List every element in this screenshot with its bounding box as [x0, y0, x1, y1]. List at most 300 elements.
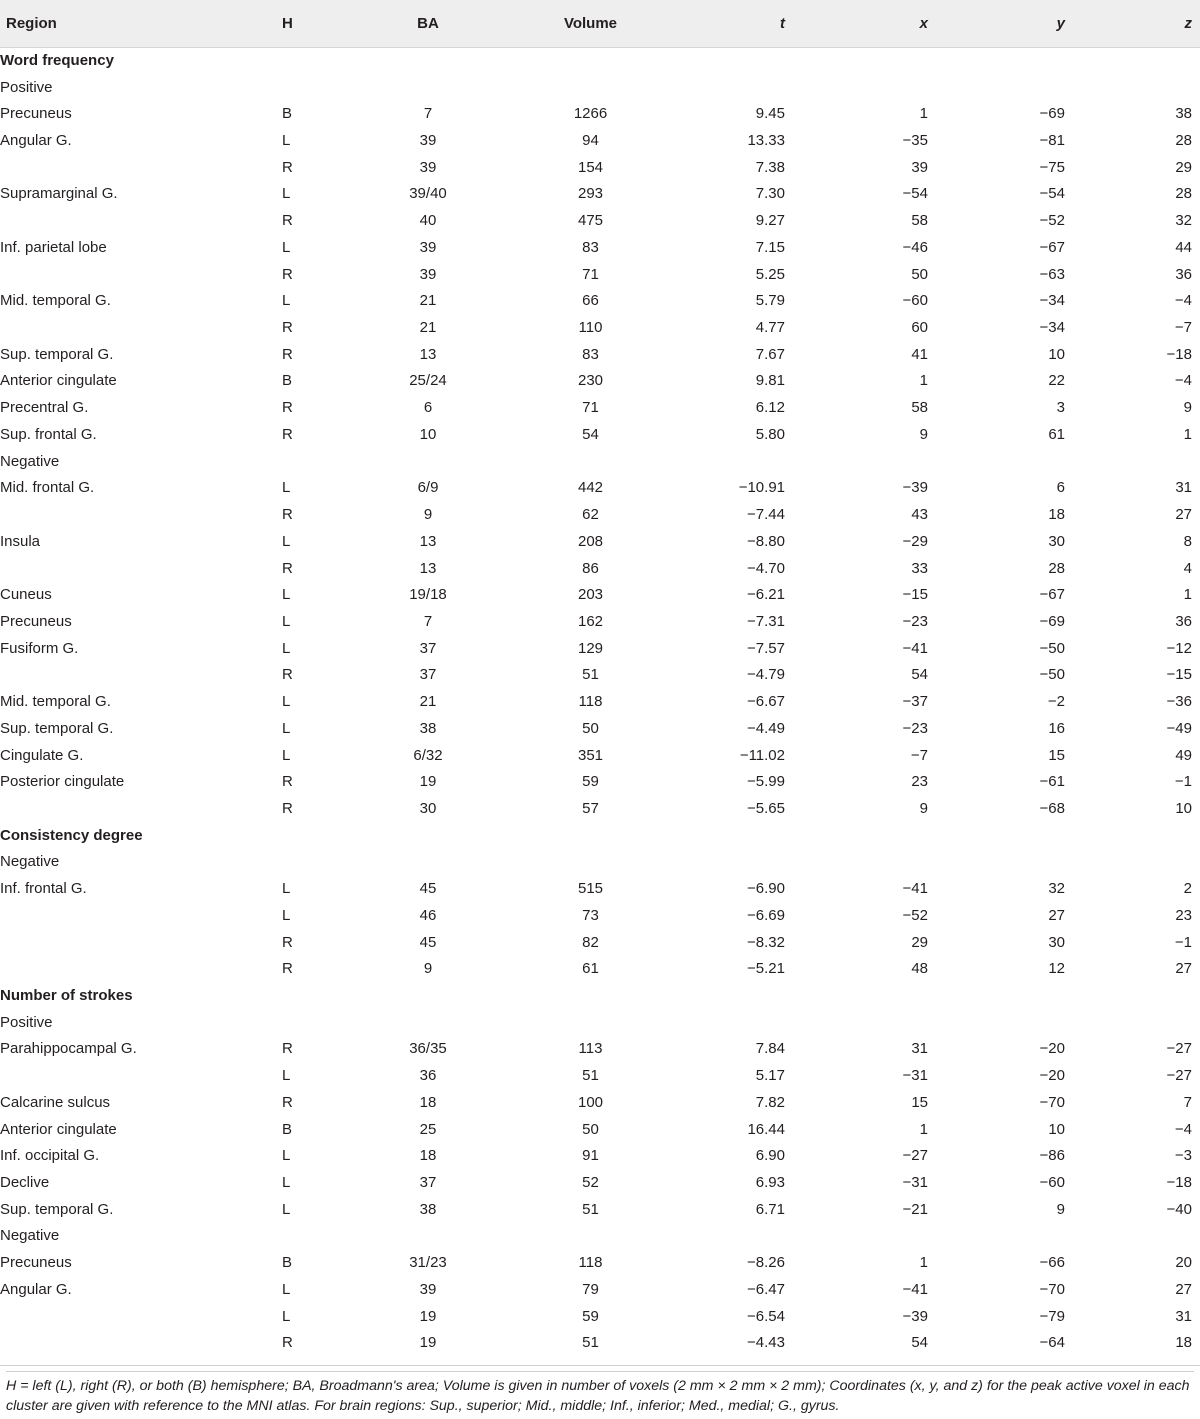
cell-ba: 21 [419, 693, 437, 711]
cell-volume: 66 [582, 292, 599, 310]
cell-x: 60 [911, 319, 928, 337]
cell-y: 32 [1048, 880, 1065, 898]
cell-h: L [282, 612, 291, 630]
cell-x: −23 [902, 612, 928, 630]
cell-x: 58 [911, 212, 928, 230]
cell-z: 9 [1183, 399, 1192, 417]
table-row [0, 501, 1200, 528]
cell-x: 58 [911, 399, 928, 417]
cell-t: −7.31 [747, 612, 785, 630]
cell-y: −34 [1039, 292, 1065, 310]
cell-z: 32 [1175, 212, 1192, 230]
cell-region [0, 902, 282, 929]
cell-t: 6.71 [755, 1200, 785, 1218]
cell-region [0, 1303, 282, 1330]
cell-volume: 86 [582, 559, 599, 577]
cell-t: −4.70 [747, 559, 785, 577]
cell-y: −79 [1039, 1307, 1065, 1325]
cell-region: Mid. frontal G. [0, 479, 95, 497]
cell-volume: 79 [582, 1280, 599, 1298]
cell-ba: 36/35 [409, 1040, 447, 1058]
cell-h: L [282, 238, 291, 256]
cell-y: −68 [1039, 799, 1065, 817]
cell-h: L [282, 586, 291, 604]
cell-y: 12 [1048, 960, 1065, 978]
cell-y: −60 [1039, 1174, 1065, 1192]
cell-ba: 25/24 [409, 372, 447, 390]
cell-ba: 25 [419, 1120, 437, 1138]
cell-volume: 475 [577, 212, 604, 230]
table-row [0, 555, 1200, 582]
cell-ba: 45 [419, 880, 437, 898]
cell-h: B [282, 1120, 293, 1138]
table-row [0, 287, 1200, 314]
cell-h: B [282, 1254, 293, 1272]
table-row [0, 742, 1200, 769]
cell-z: 18 [1175, 1334, 1192, 1352]
table-row [0, 608, 1200, 635]
cell-h: L [282, 639, 291, 657]
table-header [0, 0, 1200, 47]
section-row [0, 822, 1200, 849]
cell-t: −6.21 [747, 586, 785, 604]
table-row [0, 368, 1200, 395]
cell-x: −41 [902, 880, 928, 898]
cell-z: 49 [1175, 746, 1192, 764]
cell-region [0, 154, 282, 181]
cell-z: −27 [1166, 1040, 1192, 1058]
cell-x: 1 [919, 1254, 928, 1272]
cell-h: R [282, 425, 293, 443]
cell-region: Inf. frontal G. [0, 880, 87, 898]
cell-region: Sup. frontal G. [0, 425, 97, 443]
cell-t: −6.67 [747, 693, 785, 711]
cell-h: R [282, 265, 293, 283]
subsection-label: Positive [0, 78, 53, 96]
cell-t: 9.81 [755, 372, 785, 390]
cell-region: Precentral G. [0, 399, 89, 417]
cell-volume: 162 [577, 612, 604, 630]
cell-t: −8.26 [747, 1254, 785, 1272]
table-row [0, 528, 1200, 555]
cell-region: Sup. temporal G. [0, 719, 114, 737]
cell-z: 20 [1175, 1254, 1192, 1272]
header-y: y [928, 0, 1065, 47]
section-title: Number of strokes [0, 987, 133, 1005]
subsection-row [0, 1009, 1200, 1036]
cell-region: Sup. temporal G. [0, 345, 114, 363]
subsection-row [0, 1223, 1200, 1250]
cell-volume: 50 [582, 1120, 599, 1138]
cell-volume: 100 [577, 1093, 604, 1111]
cell-h: L [282, 1067, 291, 1085]
table-row [0, 688, 1200, 715]
cell-y: 61 [1048, 425, 1065, 443]
cell-y: 28 [1048, 559, 1065, 577]
cell-t: 9.45 [755, 105, 785, 123]
cell-y: −20 [1039, 1067, 1065, 1085]
cell-volume: 54 [582, 425, 599, 443]
section-row [0, 982, 1200, 1009]
table-row [0, 1062, 1200, 1089]
cell-h: L [282, 132, 291, 150]
cell-h: R [282, 1093, 293, 1111]
cell-z: 38 [1175, 105, 1192, 123]
cell-region: Cingulate G. [0, 746, 84, 764]
cell-x: 43 [911, 506, 928, 524]
header-z: z [1065, 0, 1200, 47]
cell-x: 9 [919, 425, 928, 443]
cell-ba: 10 [419, 425, 437, 443]
cell-x: −37 [902, 693, 928, 711]
cell-region: Posterior cingulate [0, 773, 125, 791]
cell-z: 27 [1175, 960, 1192, 978]
cell-region: Inf. occipital G. [0, 1147, 100, 1165]
table-row [0, 1196, 1200, 1223]
cell-y: −64 [1039, 1334, 1065, 1352]
cell-volume: 73 [582, 906, 599, 924]
cell-x: −39 [902, 1307, 928, 1325]
subsection-row [0, 849, 1200, 876]
cell-volume: 515 [577, 880, 604, 898]
cell-h: L [282, 719, 291, 737]
cell-h: R [282, 1334, 293, 1352]
cell-ba: 13 [419, 559, 437, 577]
cell-t: 13.33 [747, 132, 785, 150]
cell-ba: 7 [423, 105, 433, 123]
cell-x: −52 [902, 906, 928, 924]
cell-t: 4.77 [755, 319, 785, 337]
cell-y: −20 [1039, 1040, 1065, 1058]
cell-h: B [282, 372, 293, 390]
cell-region: Precuneus [0, 612, 72, 630]
cell-volume: 154 [577, 158, 604, 176]
cell-ba: 30 [419, 799, 437, 817]
cell-x: −29 [902, 532, 928, 550]
cell-volume: 91 [582, 1147, 599, 1165]
cell-volume: 52 [582, 1174, 599, 1192]
subsection-label: Negative [0, 853, 60, 871]
cell-volume: 62 [582, 506, 599, 524]
cell-volume: 51 [582, 1067, 599, 1085]
cell-region [0, 1062, 282, 1089]
cell-ba: 38 [419, 719, 437, 737]
table-row [0, 475, 1200, 502]
cell-z: 28 [1175, 132, 1192, 150]
cell-region: Sup. temporal G. [0, 1200, 114, 1218]
cell-region [0, 555, 282, 582]
cell-t: 5.25 [755, 265, 785, 283]
cell-z: −4 [1174, 372, 1192, 390]
table-row [0, 154, 1200, 181]
table-row [0, 1036, 1200, 1063]
cell-ba: 7 [423, 612, 433, 630]
cell-z: −15 [1166, 666, 1192, 684]
cell-z: 1 [1183, 425, 1192, 443]
cell-h: R [282, 960, 293, 978]
cell-t: −4.43 [747, 1334, 785, 1352]
cell-ba: 9 [423, 506, 433, 524]
cell-volume: 118 [578, 693, 603, 711]
cell-h: R [282, 559, 293, 577]
section-title: Word frequency [0, 52, 114, 70]
subsection-row [0, 448, 1200, 475]
cell-x: 9 [919, 799, 928, 817]
cell-volume: 94 [582, 132, 599, 150]
cell-volume: 59 [582, 1307, 599, 1325]
cell-z: −40 [1166, 1200, 1192, 1218]
cell-x: −27 [902, 1147, 928, 1165]
cell-h: R [282, 399, 293, 417]
cell-x: −54 [902, 185, 928, 203]
cell-ba: 37 [419, 666, 437, 684]
table-row [0, 100, 1200, 127]
cell-z: −3 [1174, 1147, 1192, 1165]
cell-ba: 39 [419, 238, 437, 256]
cell-ba: 19 [419, 1307, 437, 1325]
cell-y: −81 [1039, 132, 1065, 150]
cell-z: 1 [1183, 586, 1192, 604]
cell-x: −60 [902, 292, 928, 310]
cell-y: 22 [1048, 372, 1065, 390]
cell-z: 36 [1175, 612, 1192, 630]
cell-region: Supramarginal G. [0, 185, 118, 203]
cell-x: −41 [902, 639, 928, 657]
cell-t: 7.82 [755, 1093, 785, 1111]
cell-h: L [282, 532, 291, 550]
cell-x: 1 [919, 372, 928, 390]
cell-region: Calcarine sulcus [0, 1093, 111, 1111]
cell-h: L [282, 880, 291, 898]
cell-y: −50 [1039, 666, 1065, 684]
cell-z: 29 [1175, 158, 1192, 176]
table-row [0, 314, 1200, 341]
cell-volume: 57 [582, 799, 599, 817]
cell-y: 10 [1048, 1120, 1065, 1138]
cell-y: 15 [1048, 746, 1065, 764]
cell-h: R [282, 799, 293, 817]
cell-x: 39 [911, 158, 928, 176]
cell-z: 2 [1183, 880, 1192, 898]
cell-y: −86 [1039, 1147, 1065, 1165]
subsection-row [0, 74, 1200, 101]
header-region: Region [0, 0, 282, 47]
cell-ba: 39 [419, 132, 437, 150]
cell-region [0, 955, 282, 982]
cell-x: −39 [902, 479, 928, 497]
cell-y: 18 [1048, 506, 1065, 524]
cell-volume: 110 [578, 319, 603, 337]
cell-volume: 83 [582, 345, 599, 363]
cell-y: −70 [1039, 1093, 1065, 1111]
table-row [0, 715, 1200, 742]
subsection-label: Negative [0, 452, 60, 470]
cell-z: 8 [1183, 532, 1192, 550]
cell-region [0, 929, 282, 956]
cell-t: −7.44 [747, 506, 785, 524]
section-row [0, 47, 1200, 74]
cell-t: −5.21 [747, 960, 785, 978]
cell-ba: 9 [423, 960, 433, 978]
cell-region [0, 795, 282, 822]
cell-x: 33 [911, 559, 928, 577]
cell-volume: 230 [577, 372, 604, 390]
table-row [0, 635, 1200, 662]
cell-region: Declive [0, 1174, 50, 1192]
table-row [0, 1303, 1200, 1330]
table-row [0, 768, 1200, 795]
cell-volume: 51 [582, 1334, 599, 1352]
cell-x: 31 [911, 1040, 928, 1058]
cell-y: −70 [1039, 1280, 1065, 1298]
cell-t: 5.80 [755, 425, 785, 443]
cell-volume: 83 [582, 238, 599, 256]
cell-y: 6 [1056, 479, 1065, 497]
cell-region: Precuneus [0, 105, 72, 123]
cell-ba: 18 [419, 1147, 437, 1165]
header-t: t [683, 0, 785, 47]
cell-y: −75 [1039, 158, 1065, 176]
cell-z: −49 [1166, 719, 1192, 737]
cell-volume: 129 [577, 639, 604, 657]
cell-h: L [282, 479, 291, 497]
cell-y: −63 [1039, 265, 1065, 283]
cell-ba: 36 [419, 1067, 437, 1085]
cell-y: 27 [1048, 906, 1065, 924]
cell-y: −61 [1039, 773, 1065, 791]
cell-z: −27 [1166, 1067, 1192, 1085]
cell-h: L [282, 906, 291, 924]
table-footnote: H = left (L), right (R), or both (B) hemisphere; BA, Broadmann's area; Volume is given in number of voxels (2 mm × 2 mm × 2 mm); Coordinates (x, y, and z) for the peak active voxel in each cluster are given with reference to the MNI atlas. For brain regions: Sup., superior; Mid., middle; Inf., inferior; Med., medial; G., gyrus. [6, 1371, 1194, 1416]
cell-ba: 37 [419, 1174, 437, 1192]
cell-x: 54 [911, 666, 928, 684]
cell-h: L [282, 1307, 291, 1325]
cell-y: 3 [1056, 399, 1065, 417]
cell-ba: 39 [419, 158, 437, 176]
cell-region: Mid. temporal G. [0, 292, 111, 310]
cell-region: Insula [0, 532, 41, 550]
table-row [0, 341, 1200, 368]
cell-z: 36 [1175, 265, 1192, 283]
table-row [0, 875, 1200, 902]
cell-x: 41 [911, 345, 928, 363]
cell-y: −50 [1039, 639, 1065, 657]
cell-h: R [282, 933, 293, 951]
cell-h: L [282, 292, 291, 310]
cell-z: −4 [1174, 1120, 1192, 1138]
cell-ba: 40 [419, 212, 437, 230]
table-row [0, 955, 1200, 982]
cell-h: R [282, 319, 293, 337]
cell-t: −8.32 [747, 933, 785, 951]
cell-h: R [282, 212, 293, 230]
cell-h: L [282, 1174, 291, 1192]
cell-y: 30 [1048, 933, 1065, 951]
cell-h: B [282, 105, 293, 123]
cell-volume: 351 [577, 746, 604, 764]
table-row [0, 181, 1200, 208]
cell-t: 6.93 [755, 1174, 785, 1192]
cell-region [0, 261, 282, 288]
table-row [0, 1276, 1200, 1303]
header-volume: Volume [498, 0, 683, 47]
cell-y: −69 [1039, 105, 1065, 123]
cell-h: L [282, 1280, 291, 1298]
cell-h: R [282, 158, 293, 176]
cell-x: 23 [911, 773, 928, 791]
table-body [0, 47, 1200, 1356]
cell-volume: 51 [582, 666, 599, 684]
cell-h: L [282, 1147, 291, 1165]
cell-z: 23 [1175, 906, 1192, 924]
table-row [0, 662, 1200, 689]
table-row [0, 581, 1200, 608]
cell-y: 10 [1048, 345, 1065, 363]
cell-volume: 118 [578, 1254, 603, 1272]
table-row [0, 1249, 1200, 1276]
cell-ba: 45 [419, 933, 437, 951]
cell-z: 44 [1175, 238, 1192, 256]
cell-ba: 21 [419, 292, 437, 310]
cell-y: −52 [1039, 212, 1065, 230]
cell-z: 7 [1183, 1093, 1192, 1111]
table-row [0, 1169, 1200, 1196]
cell-t: 7.30 [755, 185, 785, 203]
table-row [0, 795, 1200, 822]
cell-ba: 38 [419, 1200, 437, 1218]
cell-ba: 39/40 [409, 185, 447, 203]
cell-x: 48 [911, 960, 928, 978]
cell-region: Precuneus [0, 1254, 72, 1272]
cell-h: R [282, 666, 293, 684]
cell-volume: 51 [582, 1200, 599, 1218]
cell-h: R [282, 1040, 293, 1058]
cell-z: 28 [1175, 185, 1192, 203]
subsection-label: Negative [0, 1227, 60, 1245]
cell-t: 7.67 [755, 345, 785, 363]
cell-z: −18 [1166, 345, 1192, 363]
cell-x: 1 [919, 105, 928, 123]
cell-h: L [282, 1200, 291, 1218]
cell-t: −10.91 [738, 479, 785, 497]
cell-h: R [282, 345, 293, 363]
cell-ba: 13 [419, 532, 437, 550]
cell-z: 27 [1175, 1280, 1192, 1298]
cell-volume: 293 [577, 185, 604, 203]
cell-t: 16.44 [747, 1120, 785, 1138]
cell-region: Anterior cingulate [0, 372, 117, 390]
header-ba: BA [358, 0, 498, 47]
cell-t: −6.47 [747, 1280, 785, 1298]
cell-y: −69 [1039, 612, 1065, 630]
cell-volume: 208 [577, 532, 604, 550]
cell-t: 5.17 [755, 1067, 785, 1085]
cell-t: 7.38 [755, 158, 785, 176]
cell-ba: 6 [423, 399, 433, 417]
cell-t: 7.15 [755, 238, 785, 256]
cell-z: −7 [1174, 319, 1192, 337]
cell-x: 54 [911, 1334, 928, 1352]
cell-ba: 46 [419, 906, 437, 924]
cell-y: 16 [1048, 719, 1065, 737]
table-row [0, 127, 1200, 154]
cell-t: −5.99 [747, 773, 785, 791]
cell-t: −7.57 [747, 639, 785, 657]
subsection-label: Positive [0, 1013, 53, 1031]
table-row [0, 1089, 1200, 1116]
cell-volume: 82 [582, 933, 599, 951]
cell-ba: 6/32 [413, 746, 443, 764]
